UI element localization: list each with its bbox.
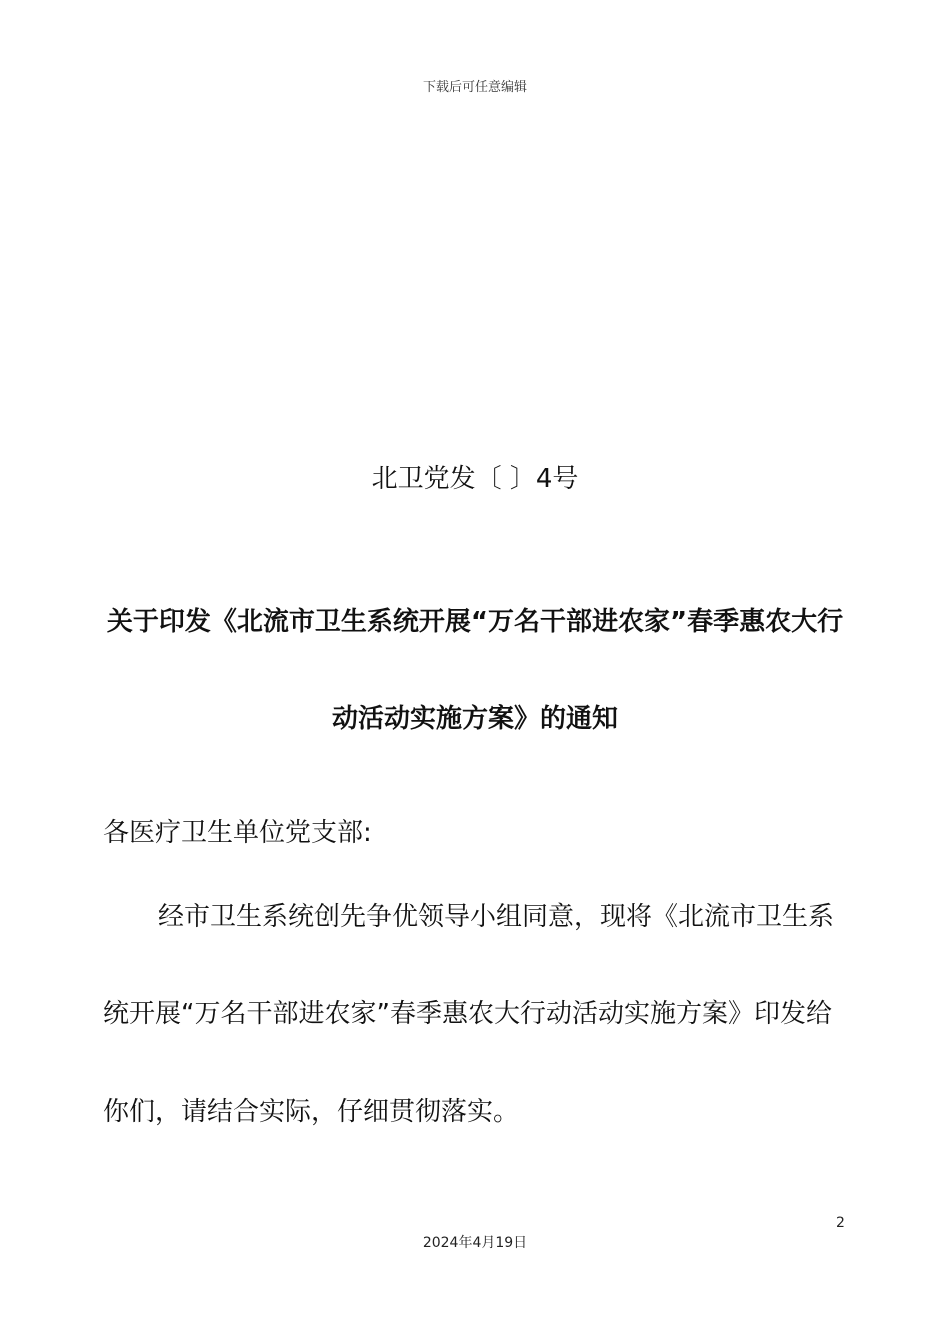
- document-title-line-2: 动活动实施方案》的通知: [331, 704, 618, 734]
- document-title-line-1: 关于印发《北流市卫生系统开展“万名干部进农家”春季惠农大行: [106, 607, 844, 637]
- salutation: 各医疗卫生单位党支部:: [103, 818, 372, 848]
- header-note: 下载后可任意编辑: [422, 80, 527, 95]
- page-number: 2: [836, 1215, 845, 1231]
- body-paragraph-line-2: 统开展“万名干部进农家”春季惠农大行动活动实施方案》印发给: [103, 999, 832, 1029]
- document-number: 北卫党发〔 〕4号: [371, 464, 579, 494]
- body-paragraph-line-3: 你们，请结合实际，仔细贯彻落实。: [103, 1097, 520, 1127]
- body-paragraph-line-1: 经市卫生系统创先争优领导小组同意，现将《北流市卫生系: [158, 902, 835, 932]
- footer-date: 2024年4月19日: [422, 1235, 528, 1251]
